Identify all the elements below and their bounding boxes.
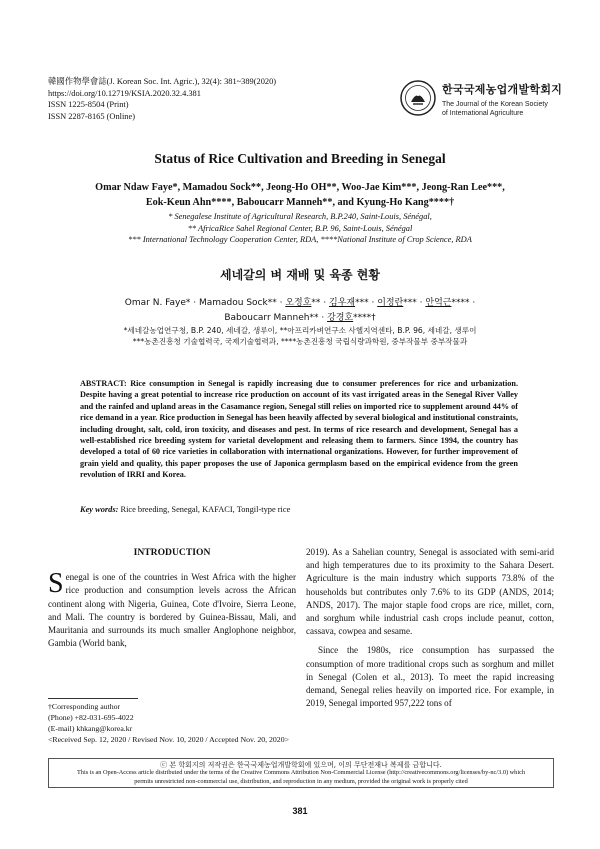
page-number: 381 <box>292 806 308 816</box>
society-name <box>442 81 562 118</box>
affiliations <box>60 211 540 246</box>
keywords <box>80 505 518 514</box>
society-name-en-line1: The Journal of the Korean Society <box>442 101 548 108</box>
body-paragraph-1: 2019). As a Sahelian country, Senegal is associated with semi-arid and high temperatures due to its proximity to the Sahara Desert. Agriculture is the main industry which supports 73.8% of the households but contributes only 7.6% to its GDP (ANDS, 2014; ANDS, 2017). The major staple food crops are rice, millet, corn, and sorghum while industrial cash crops include peanut, cotton, cassava, cowpea and sesame. <box>306 547 554 637</box>
author-line-2: Eok-Keun Ahn****, Baboucarr Manneh**, and Kyung-Ho Kang****† <box>145 197 455 208</box>
journal-header <box>48 76 276 122</box>
korean-author-line-2 <box>70 311 530 326</box>
kr-author-text: **** · <box>451 298 476 308</box>
kr-affiliation-2: ***농촌진흥청 기술협력국, 국제기술협력과, ****농촌진흥청 국립식량과학원, 중부작물부 중부작물과 <box>132 337 468 346</box>
phone: (Phone) +82-031-695-4022 <box>48 713 134 722</box>
left-column <box>48 546 296 650</box>
author-list <box>60 180 540 210</box>
kr-author-kang: 강경호 <box>327 313 354 323</box>
affiliation-3: *** International Technology Cooperation Center, RDA, ****National Institute of Crop Science, RDA <box>128 235 472 244</box>
footnote-divider <box>48 698 138 699</box>
keywords-list: Rice breeding, Senegal, KAFACI, Tongil-type rice <box>118 505 291 514</box>
body-paragraph-2: Since the 1980s, rice consumption has surpassed the consumption of more traditional crops such as sorghum and millet in Senegal (Colen et al., 2013). To meet the rapid increasing demand, Senegal relies heavily on imported rice. For example, in 2019, Senegal imported 957,222 tons of <box>306 645 554 709</box>
keywords-label: Key words: <box>80 505 119 514</box>
corresponding-author: †Corresponding author <box>48 702 121 711</box>
society-name-en <box>442 100 562 118</box>
affiliation-2: ** AfricaRice Sahel Regional Center, B.P. 96, Saint-Louis, Sénégal <box>187 223 413 233</box>
doi-link[interactable]: https://doi.org/10.12719/KSIA.2020.32.4.381 <box>48 88 201 98</box>
kr-author-kim: 김우재 <box>329 298 356 308</box>
received-dates: <Received Sep. 12, 2020 / Revised Nov. 10, 2020 / Accepted Nov. 20, 2020> <box>48 735 290 744</box>
journal-citation: 韓國作物學會誌(J. Korean Soc. Int. Agric.), 32(4): 381~389(2020) <box>48 77 277 86</box>
kr-author-text: Omar N. Faye* · Mamadou Sock** · <box>124 298 286 308</box>
society-name-kr: 한국국제농업개발학회지 <box>442 83 563 96</box>
author-line-1: Omar Ndaw Faye*, Mamadou Sock**, Jeong-Ho OH**, Woo-Jae Kim***, Jeong-Ran Lee***, <box>95 182 505 193</box>
korean-author-line-1 <box>70 296 530 311</box>
footnote <box>48 701 289 745</box>
kr-affiliation-1: *세네갈농업연구청, B.P. 240, 세네갈, 생루이, **아프리카벼연구소 사헬지역센타, B.P. 96, 세네갈, 생루이 <box>123 326 477 335</box>
kr-author-text: *** · <box>355 298 378 308</box>
abstract: ABSTRACT: Rice consumption in Senegal is rapidly increasing due to consumer preferences for rice and urbanization. Despite having a great potential to increase rice production on account of its vast irrigated areas in the Senegal River Valley and the rainfed and upland areas in the Casamance region, Senegal still relies on imported rice to supplement around 44% of rice demand in a year. Rice production in Senegal has been heavily affected by several biological and institutional constraints, including drought, salt, cold, iron toxicity, and diseases and pest. In terms of rice research and development, Senegal has a well-established rice breeding system for varietal development and releasing them to farmers. Since 1994, the country has developed a total of 60 rice varieties in collaboration with international organizations. However, for further improvement of grain yield and quality, this paper proposes the use of Japonica germplasm based on the empirical evidence from the green revolution of IRRI and Korea. <box>80 379 518 480</box>
kr-author-oh: 오정호 <box>285 298 312 308</box>
license-box <box>48 758 554 788</box>
kr-author-text: Baboucarr Manneh** · <box>224 313 328 323</box>
license-line-1: This is an Open-Access article distributed under the terms of the Creative Commons Attribution Non-Commercial License (http://creativecommons.org/licenses/by-nc/3.0) which <box>76 769 526 777</box>
license-line-2: permits unrestricted non-commercial use, distribution, and reproduction in any medium, provided the original work is properly cited <box>134 777 468 785</box>
introduction-heading: INTRODUCTION <box>133 547 211 558</box>
kr-author-text: ** · <box>311 298 329 308</box>
drop-cap: S <box>48 568 64 600</box>
issn-print: ISSN 1225-8504 (Print) <box>48 100 129 110</box>
email[interactable]: (E-mail) khkang@korea.kr <box>48 724 133 733</box>
korean-author-list <box>70 296 530 326</box>
korean-affiliations <box>50 325 550 347</box>
kr-author-text: *** · <box>403 298 426 308</box>
paper-title: Status of Rice Cultivation and Breeding in Senegal <box>154 151 446 166</box>
intro-paragraph-text: enegal is one of the countries in West Africa with the higher rice production and consumption levels across the African continent along with Nigeria, Guinea, Cote d'Ivoire, Sierra Leone, and Mali. The country is bordered by Guinea-Bissau, Mali, and Mauritania and surrounds its much smaller Anglophone neighbor, Gambia (World bank, <box>48 572 296 649</box>
affiliation-1: * Senegalese Institute of Agricultural Research, B.P.240, Saint-Louis, Sénégal, <box>168 212 432 221</box>
kr-author-text: ****† <box>353 313 376 323</box>
right-column <box>306 546 554 710</box>
kr-author-ahn: 안억근 <box>425 298 452 308</box>
copyright-notice: ⓒ 본 학회지의 저작권은 한국국제농업개발학회에 있으며, 이의 무단전재나 복제를 금합니다. <box>160 761 442 769</box>
society-logo-icon <box>400 80 436 116</box>
society-name-en-line2: of International Agriculture <box>442 110 524 117</box>
korean-title: 세네갈의 벼 재배 및 육종 현황 <box>220 268 380 282</box>
issn-online: ISSN 2287-8165 (Online) <box>48 111 136 121</box>
intro-paragraph <box>48 568 296 650</box>
kr-author-lee: 이정란 <box>377 298 404 308</box>
